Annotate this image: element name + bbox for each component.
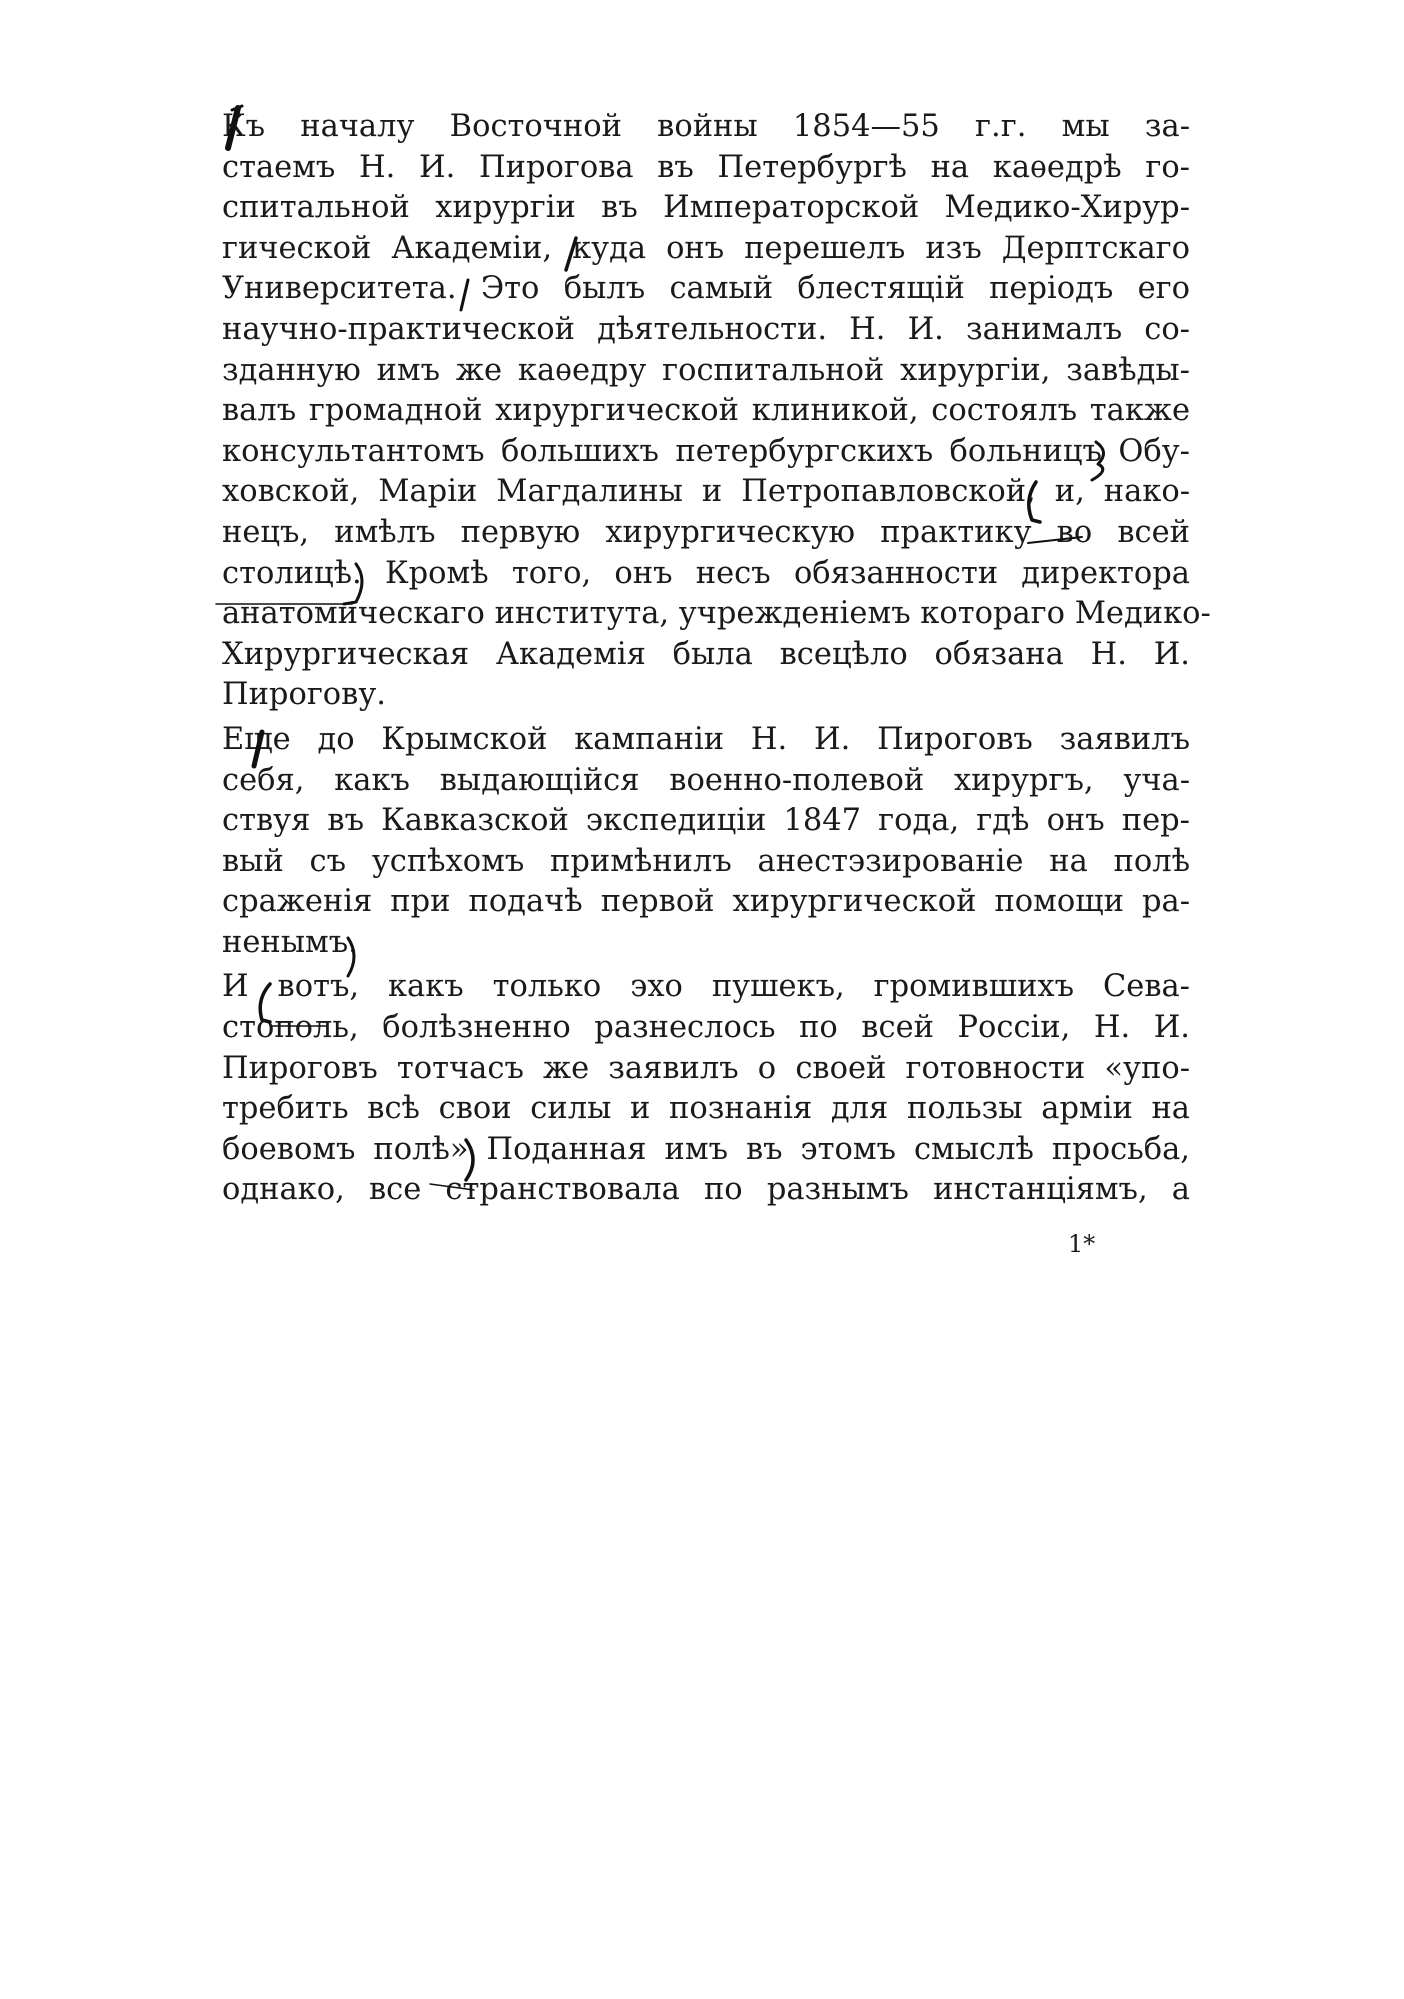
- text-line: однако, все странствовала по разнымъ инстанціямъ, а: [222, 1172, 1190, 1208]
- text-line: спитальной хирургіи въ Императорской Медико-Хирур-: [222, 190, 1190, 226]
- text-line: гической Академіи, куда онъ перешелъ изъ Дерптскаго: [222, 230, 1190, 266]
- text-line: вый съ успѣхомъ примѣнилъ анестэзированіе на полѣ: [222, 843, 1190, 879]
- text-line: стаемъ Н. И. Пирогова въ Петербургѣ на каѳедрѣ го-: [222, 149, 1190, 185]
- text-line: Еще до Крымской кампаніи Н. И. Пироговъ заявилъ: [222, 721, 1190, 757]
- page-number: 1*: [1068, 1230, 1096, 1258]
- text-line: ховской, Маріи Магдалины и Петропавловской, и, нако-: [222, 474, 1190, 510]
- text-line: себя, какъ выдающійся военно-полевой хирургъ, уча-: [222, 762, 1190, 798]
- text-line: зданную имъ же каѳедру госпитальной хирургіи, завѣды-: [222, 352, 1190, 388]
- text-line: столицѣ. Кромѣ того, онъ несъ обязанности директора: [222, 555, 1190, 591]
- text-line: требить всѣ свои силы и познанія для пользы арміи на: [222, 1091, 1190, 1127]
- text-line: Хирургическая Академія была всецѣло обязана Н. И.: [222, 636, 1190, 672]
- text-line: Пирогову.: [222, 677, 386, 713]
- text-line: Университета. Это былъ самый блестящій періодъ его: [222, 271, 1190, 307]
- text-line: боевомъ полѣ» Поданная имъ въ этомъ смыслѣ просьба,: [222, 1131, 1190, 1167]
- text-line: валъ громадной хирургической клиникой, состоялъ также: [222, 393, 1190, 429]
- text-line: ствуя въ Кавказской экспедиціи 1847 года, гдѣ онъ пер-: [222, 803, 1190, 839]
- text-line: сраженія при подачѣ первой хирургической помощи ра-: [222, 884, 1190, 920]
- text-line: анатомическаго института, учрежденіемъ котораго Медико-: [222, 596, 1211, 632]
- text-line: стополь, болѣзненно разнеслось по всей Россіи, Н. И.: [222, 1010, 1190, 1046]
- text-line: нецъ, имѣлъ первую хирургическую практику во всей: [222, 514, 1190, 550]
- text-line: ненымъ.: [222, 924, 358, 960]
- paragraph-2: [222, 720, 1190, 964]
- text-line: консультантомъ большихъ петербургскихъ больницъ Обу-: [222, 433, 1190, 469]
- text-line: научно-практической дѣятельности. Н. И. занималъ со-: [222, 311, 1190, 347]
- main-text: [222, 107, 1211, 1211]
- text-line: Пироговъ тотчасъ же заявилъ о своей готовности «упо-: [222, 1050, 1190, 1086]
- text-line: Къ началу Восточной войны 1854—55 г.г. мы за-: [222, 109, 1190, 144]
- paragraph-3: [222, 967, 1190, 1211]
- paragraph-1: [222, 107, 1211, 716]
- text-line: И вотъ, какъ только эхо пушекъ, громившихъ Сева-: [222, 969, 1190, 1005]
